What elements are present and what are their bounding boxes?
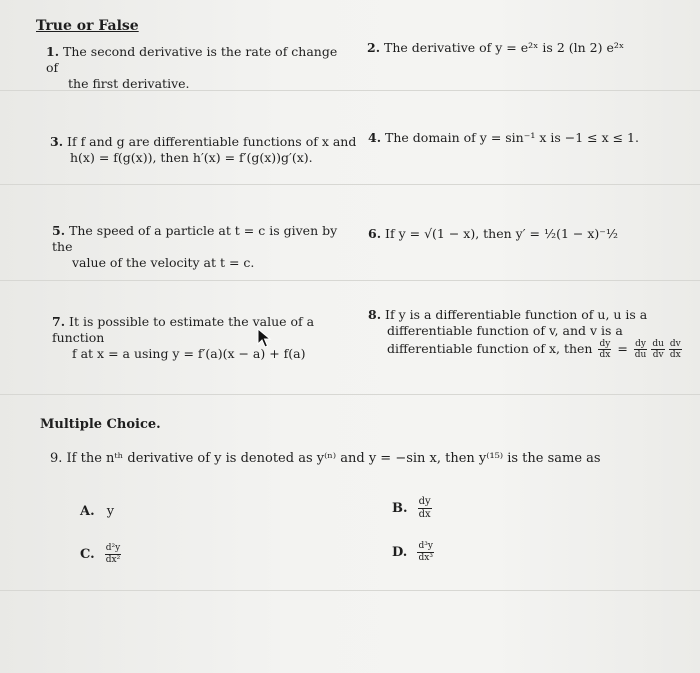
question-text: value of the velocity at t = c. (72, 255, 255, 270)
fraction-du-dv: $\frac{du}{dv}$ (652, 339, 664, 360)
fraction: $\frac{dy}{dx}$ (418, 496, 431, 520)
ruled-line (0, 394, 700, 395)
question-text: the first derivative. (68, 76, 190, 91)
ruled-line (0, 184, 700, 185)
equals-sign: = (617, 341, 628, 356)
choice-d[interactable]: D. $\frac{\text{d³y}}{\text{dx³}}$ (392, 541, 433, 563)
ruled-line (0, 280, 700, 281)
question-number: 1. (46, 44, 60, 59)
question-number: 8. (368, 307, 382, 322)
fraction: $\frac{\text{d²y}}{\text{dx²}}$ (105, 543, 121, 565)
question-text: If f and g are differentiable functions of x and (67, 134, 357, 149)
mouse-pointer-icon (257, 328, 273, 348)
section-title: True or False (36, 18, 139, 34)
choice-a[interactable]: A. y (80, 504, 115, 519)
question-6 (368, 226, 688, 242)
multiple-choice-heading: Multiple Choice. (40, 417, 161, 432)
fraction-dv-dx: $\frac{dv}{dx}$ (669, 339, 681, 360)
question-8 (368, 307, 693, 360)
question-text: The domain of y = sin⁻¹ x is −1 ≤ x ≤ 1. (385, 130, 639, 145)
question-text: The speed of a particle at t = c is given by the (52, 223, 338, 254)
question-3 (50, 134, 360, 166)
question-text: h(x) = f(g(x)), then h′(x) = f′(g(x))g′(x). (70, 150, 313, 165)
question-text: differentiable function of v, and v is a (387, 323, 623, 338)
question-7 (52, 314, 362, 362)
fraction: $\frac{\text{d³y}}{\text{dx³}}$ (418, 541, 433, 563)
question-number: 3. (50, 134, 64, 149)
question-text: f at x = a using y = f′(a)(x − a) + f(a) (72, 346, 306, 361)
ruled-line (0, 590, 700, 591)
question-number: 6. (368, 226, 382, 241)
question-5 (52, 223, 352, 271)
question-text: The derivative of y = e²ˣ is 2 (ln 2) e²ˣ (384, 40, 625, 55)
question-number: 2. (367, 40, 381, 55)
question-1 (46, 44, 346, 92)
fraction-dy-du: $\frac{dy}{du}$ (634, 339, 647, 360)
question-text: If y = √(1 − x), then y′ = ½(1 − x)⁻½ (385, 226, 618, 241)
question-number: 5. (52, 223, 66, 238)
question-number: 4. (368, 130, 382, 145)
choice-b[interactable]: B. $\frac{dy}{dx}$ (392, 496, 431, 520)
choice-c[interactable]: C. $\frac{\text{d²y}}{\text{dx²}}$ (80, 543, 121, 565)
question-text: The second derivative is the rate of change of (46, 44, 338, 75)
question-9: 9. If the nᵗʰ derivative of y is denoted as y⁽ⁿ⁾ and y = −sin x, then y⁽¹⁵⁾ is the same as (50, 451, 601, 466)
question-number: 7. (52, 314, 66, 329)
question-text: differentiable function of x, then (387, 341, 593, 356)
question-4 (368, 130, 688, 146)
question-2 (367, 40, 687, 56)
question-text: If y is a differentiable function of u, u is a (385, 307, 648, 322)
question-text: It is possible to estimate the value of a function (52, 314, 315, 345)
fraction-dy-dx: $\frac{dy}{dx}$ (599, 339, 611, 360)
